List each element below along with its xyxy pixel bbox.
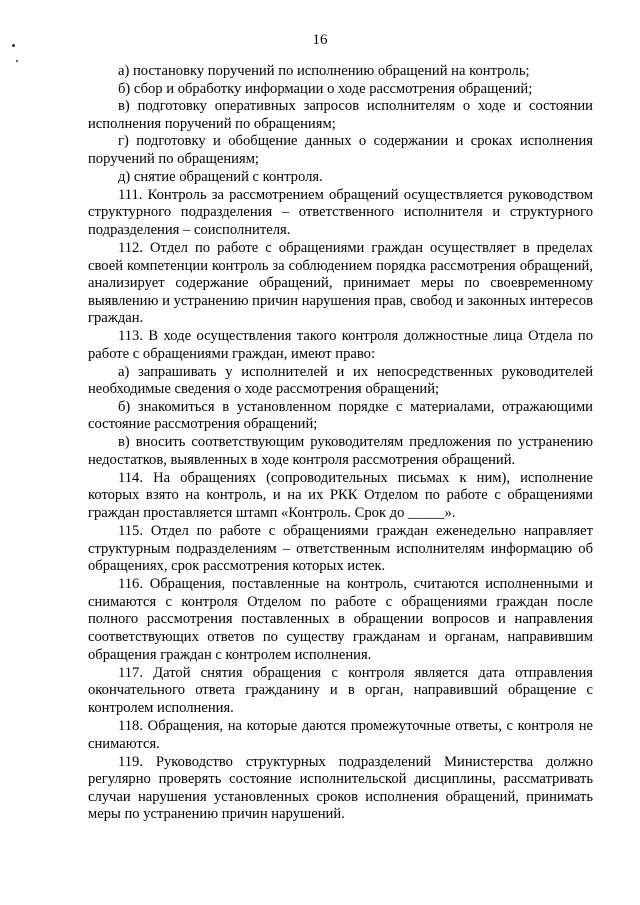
paragraph: в) вносить соответствующим руководителям предложения по устранению недостатков, выявленных в ходе контроля рассмотрения обращений. (88, 433, 593, 468)
paragraph: 115. Отдел по работе с обращениями граждан еженедельно направляет структурным подразделениям – ответственным исполнителям информацию об обращениях, срок рассмотрения которых истек. (88, 522, 593, 575)
paragraph: 116. Обращения, поставленные на контроль, считаются исполненными и снимаются с контроля Отделом по работе с обращениями граждан после полного рассмотрения поставленных в обращении вопросов и направления соответствующих ответов по существу гражданам и органам, направившим обращения граждан с контролем исполнения. (88, 576, 593, 663)
scan-speck (16, 60, 18, 62)
paragraph: а) запрашивать у исполнителей и их непосредственных руководителей необходимые сведения о ходе рассмотрения обращений; (88, 363, 593, 398)
paragraph: д) снятие обращений с контроля. (118, 168, 323, 185)
paragraph: 111. Контроль за рассмотрением обращений осуществляется руководством структурного подразделения – ответственного исполнителя и структурного подразделения – соисполнителя. (88, 186, 593, 238)
paragraph: 117. Датой снятия обращения с контроля является дата отправления окончательного ответа гражданину и в орган, направивший обращение с контролем исполнения. (88, 664, 593, 716)
paragraph: б) сбор и обработку информации о ходе рассмотрения обращений; (118, 80, 533, 97)
paragraph: 118. Обращения, на которые даются промежуточные ответы, с контроля не снимаются. (88, 717, 593, 752)
document-body (88, 63, 593, 824)
paragraph: 114. На обращениях (сопроводительных письмах к ним), исполнение которых взято на контроль, и на их РКК Отделом по работе с обращениями граждан проставляется штамп «Контроль. Срок до _____». (88, 469, 593, 521)
paragraph: а) постановку поручений по исполнению обращений на контроль; (118, 63, 530, 79)
paragraph: в) подготовку оперативных запросов исполнителям о ходе и состоянии исполнения поручений по обращениям; (88, 98, 593, 132)
paragraph: 112. Отдел по работе с обращениями граждан осуществляет в пределах своей компетенции контроль за соблюдением порядка рассмотрения обращений, анализирует содержание обращений, принимает меры по своевременному выявлению и устранению причин нарушения прав, свобод и законных интересов граждан. (88, 239, 593, 327)
paragraph: 119. Руководство структурных подразделений Министерства должно регулярно проверять состояние исполнительской дисциплины, рассматривать случаи нарушения установленных сроков исполнения обращений, принимать меры по устранению причин нарушений. (88, 753, 593, 823)
paragraph: б) знакомиться в установленном порядке с материалами, отражающими состояние рассмотрения обращений; (88, 398, 593, 433)
paragraph: г) подготовку и обобщение данных о содержании и сроках исполнения поручений по обращениям; (88, 133, 593, 167)
paragraph: 113. В ходе осуществления такого контроля должностные лица Отдела по работе с обращениями граждан, имеют право: (88, 328, 593, 362)
page-number: 16 (312, 32, 328, 48)
